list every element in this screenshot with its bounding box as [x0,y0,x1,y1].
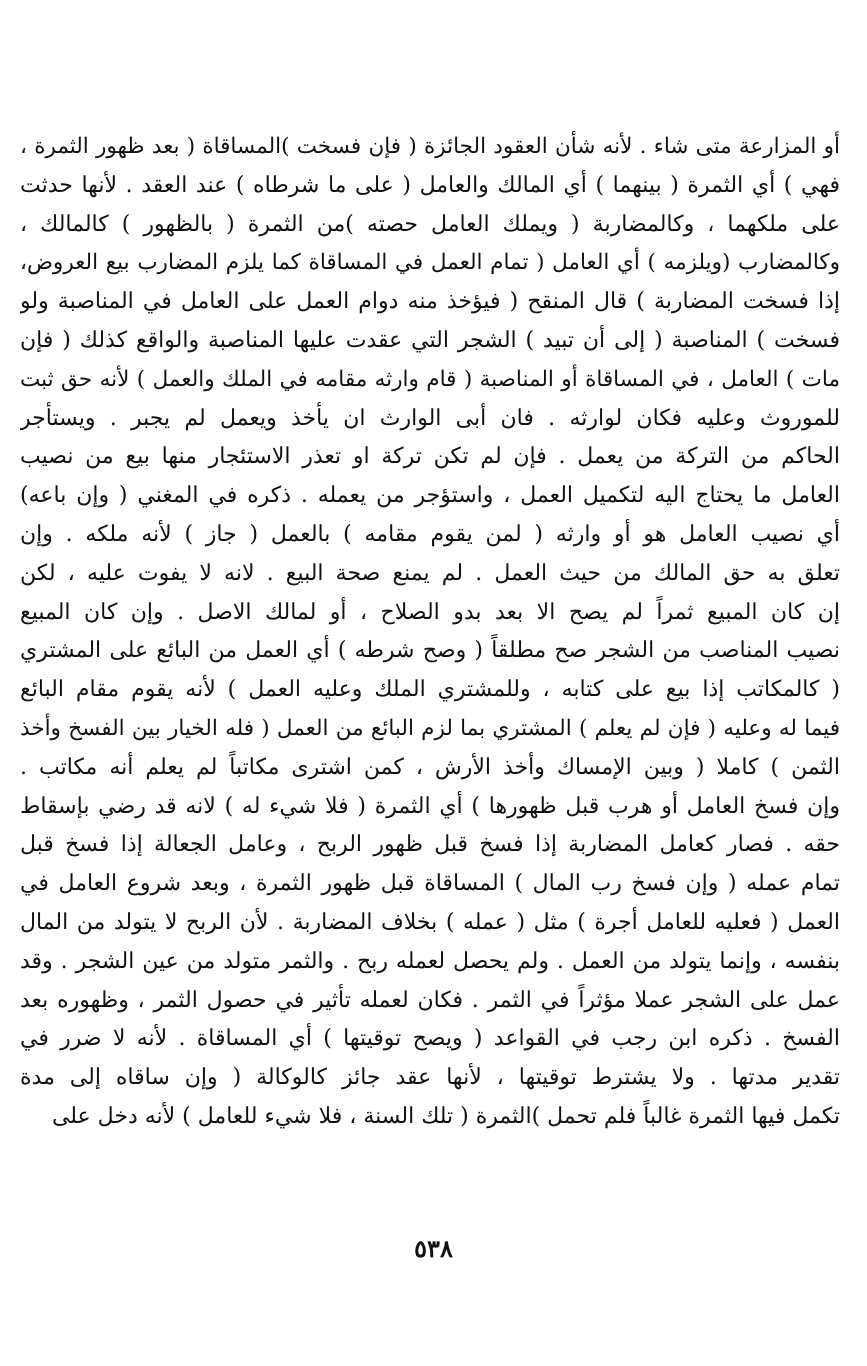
text-line: تقدير مدتها . ولا يشترط توقيتها ، لأنها عقد جائز كالوكالة ( وإن ساقاه إلى مدة [20,1065,840,1091]
text-line: الحاكم من التركة من يعمل . فإن لم تكن تركة او تعذر الاستئجار منها بيع من نصيب [20,444,840,470]
text-line: للموروث وعليه فكان لوارثه . فان أبى الوارث ان يأخذ ويعمل لم يجبر . ويستأجر [20,405,840,431]
text-line: وإن فسخ العامل أو هرب قبل ظهورها ) أي الثمرة ( فلا شيء له ) لانه قد رضي بإسقاط [20,793,840,819]
text-line: عمل على الشجر عملا مؤثراً في الثمر . فكان لعمله تأثير في حصول الثمر ، وظهوره بعد [20,987,840,1013]
text-line: تكمل فيها الثمرة غالباً فلم تحمل )الثمرة ( تلك السنة ، فلا شيء للعامل ) لأنه دخل على [51,1103,840,1129]
text-line: إذا فسخت المضاربة ) قال المنقح ( فيؤخذ منه دوام العمل على العامل في المناصبة ولو [20,289,840,315]
text-line: فسخت ) المناصبة ( إلى أن تبيد ) الشجر التي عقدت عليها المناصبة والواقع كذلك ( فإن [20,327,840,353]
text-line: مات ) العامل ، في المساقاة أو المناصبة ( قام وارثه مقامه في الملك والعمل ) لأنه حق ثبت [20,366,840,392]
text-line: الفسخ . ذكره ابن رجب في القواعد ( ويصح توقيتها ) أي المساقاة . لأنه لا ضرر في [20,1026,840,1052]
text-line: أي نصيب العامل هو أو وارثه ( لمن يقوم مقامه ) بالعمل ( جاز ) لأنه ملكه . وإن [20,521,840,547]
page-number: ٥٣٨ [414,1234,453,1263]
text-line: وكالمضارب (ويلزمه ) أي العامل ( تمام العمل في المساقاة كما يلزم المضارب بيع العروض، [20,250,840,276]
text-line: تعلق به حق المالك من حيث العمل . لم يمنع صحة البيع . لانه لا يفوت عليه ، لكن [20,560,840,586]
text-line: نصيب المناصب من الشجر صح مطلقاً ( وصح شرطه ) أي العمل من البائع على المشتري [20,638,840,664]
text-line: حقه . فصار كعامل المضاربة إذا فسخ قبل ظهور الربح ، وعامل الجعالة إذا فسخ قبل [20,832,840,858]
text-line: على ملكهما ، وكالمضاربة ( ويملك العامل حصته )من الثمرة ( بالظهور ) كالمالك ، [20,211,840,237]
text-line: تمام عمله ( وإن فسخ رب المال ) المساقاة قبل ظهور الثمرة ، وبعد شروع العامل في [20,871,840,897]
text-line: إن كان المبيع ثمراً لم يصح الا بعد بدو الصلاح ، أو لمالك الاصل . وإن كان المبيع [20,599,840,625]
text-line: أو المزارعة متى شاء . لأنه شأن العقود الجائزة ( فإن فسخت )المساقاة ( بعد ظهور الثمرة ، [20,134,840,159]
text-line: بنفسه ، وإنما يتولد من العمل . ولم يحصل لعمله ربح . والثمر متولد من عين الشجر . وقد [20,948,840,974]
text-line: ( كالمكاتب إذا بيع على كتابه ، وللمشتري الملك وعليه العمل ) لأنه يقوم مقام البائع [20,677,840,703]
text-line: الثمن ) كاملا ( وبين الإمساك وأخذ الأرش ، كمن اشترى مكاتباً لم يعلم أنه مكاتب . [20,754,840,780]
text-line: فهي ) أي الثمرة ( بينهما ) أي المالك والعامل ( على ما شرطاه ) عند العقد . لأنها حدثت [20,172,840,198]
text-line: العمل ( فعليه للعامل أجرة ) مثل ( عمله ) بخلاف المضاربة . لأن الربح لا يتولد من المال [20,909,840,935]
text-line: فيما له وعليه ( فإن لم يعلم ) المشتري بما لزم البائع من العمل ( فله الخيار بين الفسخ وأخذ [20,715,840,741]
text-line: العامل ما يحتاج اليه لتكميل العمل ، واستؤجر من يعمله . ذكره في المغني ( وإن باعه) [20,483,840,509]
body-text [20,128,840,1137]
